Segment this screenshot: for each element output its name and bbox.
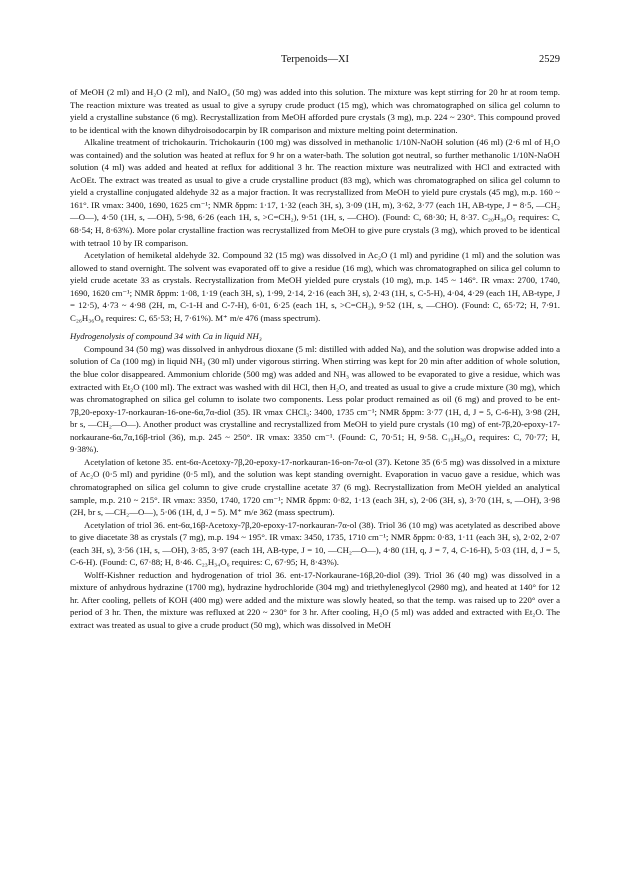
page-number: 2529 xyxy=(539,54,560,65)
paragraph-continued: of MeOH (2 ml) and H₂O (2 ml), and NaIO₄ (50 mg) was added into this solution. The mixture was kept stirring for 20 hr at room temp. The reaction mixture was treated as usual to give a syrupy crude product (15 mg), which was chromatographed on silica gel column to yield a crystalline substance (6 mg). Recrystallization from MeOH afforded pure crystals (3 mg), m.p. 224 ~ 230°. This compound proved to be identical with the known dihydroisodocarpin by IR comparison and mixture melting point determination. xyxy=(70,87,560,135)
section-heading-hydrogenolysis: Hydrogenolysis of compound 34 with Ca in liquid NH₃ xyxy=(70,331,262,342)
page-header xyxy=(70,54,560,70)
paragraph-alkaline-treatment: Alkaline treatment of trichokaurin. Trichokaurin (100 mg) was dissolved in methanolic 1/10N-NaOH solution (46 ml) (2·6 ml of H₂O was contained) and the solution was heated at reflux for 9 hr on a water-bath. The solution got neutral, so further methanolic 1/10N-NaOH solution (4 ml) was added and heated at reflux for additional 3 hr. The reaction mixture was neutralized with HCl and extracted with AcOEt. The extract was treated as usual to give a crude crystalline product (83 mg), which was chromatographed on silica gel column to yield a crystalline conjugated aldehyde 32 as a major fraction. It was recrystallized from MeOH to yield pure crystals (45 mg), m.p. 160 ~ 161°. IR νmax: 3400, 1690, 1625 cm⁻¹; NMR δppm: 1·17, 1·32 (each 3H, s), 3·09 (1H, m), 3·62, 3·77 (each 1H, AB-type, J = 8·5, —CH₂—O—), 4·50 (1H, s, —OH), 5·98, 6·26 (each 1H, s, >C=CH₂), 9·51 (1H, s, —CHO). (Found: C, 68·30; H, 8·37. C₂₀H₃₀O₅ requires: C, 68·54; H, 8·63%). More polar crystalline fraction was recrystallized from MeOH to give pure crystals (3 mg), which proved to be identical with tetraol 10 by IR comparison. xyxy=(70,137,560,248)
article-body xyxy=(70,86,560,632)
paragraph-acetylation-aldehyde: Acetylation of hemiketal aldehyde 32. Compound 32 (15 mg) was dissolved in Ac₂O (1 ml) and pyridine (1 ml) and the solution was allowed to stand overnight. The solvent was evaporated off to give a residue (16 mg), which was chromatographed on silica gel column to yield crude acetate 33 as crystals. Recrystallization from MeOH yielded pure crystals (10 mg), m.p. 145 ~ 146°. IR νmax: 2700, 1740, 1690, 1620 cm⁻¹; NMR δppm: 1·08, 1·19 (each 3H, s), 1·99, 2·14, 2·16 (each 3H, s), 2·43 (1H, s, C-5-H), 4·04, 4·29 (each 1H, AB-type, J = 12·5), 4·73 ~ 4·98 (2H, m, C-1-H and C-7-H), 6·01, 6·25 (each 1H, s, >C=CH₂), 9·52 (1H, s, —CHO). (Found: C, 65·72; H, 7·91. C₂₆H₃₆O₈ requires: C, 65·53; H, 7·61%). M⁺ m/e 476 (mass spectrum). xyxy=(70,250,560,323)
paragraph-acetylation-triol: Acetylation of triol 36. ent-6α,16β-Acetoxy-7β,20-epoxy-17-norkauran-7α-ol (38). Triol 36 (10 mg) was acetylated as described above to give diacetate 38 as crystals (7 mg), m.p. 194 ~ 195°. IR νmax: 3450, 1735, 1710 cm⁻¹; NMR δppm: 0·83, 1·11 (each 3H, s), 2·02, 2·07 (each 3H, s), 3·56 (1H, s, —OH), 3·85, 3·97 (each 1H, AB-type, J = 10, —CH₂—O—), 4·80 (1H, q, J = 7, 4, C-16-H), 5·03 (1H, d, J = 5, C-6-H). (Found: C, 67·88; H, 8·46. C₂₃H₃₄O₆ requires: C, 67·95; H, 8·43%). xyxy=(70,519,560,568)
paragraph-hydrogenolysis: Compound 34 (50 mg) was dissolved in anhydrous dioxane (5 ml: distilled with added Na), and the solution was dropwise added into a solution of Ca (100 mg) in liquid NH₃ (30 ml) under vigorous stirring. When stirring was kept for 20 min after addition of whole solution, the blue color disappeared. Ammonium chloride (500 mg) was added and NH₃ was allowed to be evaporated to give a residue, which was extracted with Et₂O (100 ml). The extract was washed with dil HCl, then H₂O, and treated as usual to give a crude mixture (30 mg), which was chromatographed on silica gel column to isolate two components. Less polar product remained as oil (6 mg) and proved to be ent-7β,20-epoxy-17-norkauran-16-one-6α,7α-diol (35). IR νmax CHCl₃: 3400, 1735 cm⁻¹; NMR δppm: 3·77 (1H, d, J = 5, C-6-H), 3·98 (2H, br s, —CH₂—O—). Another product was crystalline and recrystallized from MeOH to yield pure crystals (10 mg) of ent-7β,20-epoxy-17-norkaurane-6α,7α,16β-triol (36), m.p. 245 ~ 250°. IR νmax: 3350 cm⁻¹. (Found: C, 70·51; H, 9·58. C₁₉H₃₀O₄ requires: C, 70·77; H, 9·38%). xyxy=(70,343,560,455)
running-title: Terpenoids—XI xyxy=(280,54,350,65)
paragraph-acetylation-ketone: Acetylation of ketone 35. ent-6α-Acetoxy-7β,20-epoxy-17-norkauran-16-on-7α-ol (37). Ketone 35 (6·5 mg) was dissolved in a mixture of Ac₂O (0·5 ml) and pyridine (0·5 ml), and the solution was kept standing overnight. Evaporation in vacuo gave a residue, which was chromatographed on silica gel column to give crude crystalline acetate 37 (6 mg). Recrystallization from MeOH yielded an analytical sample, m.p. 210 ~ 215°. IR νmax: 3350, 1740, 1720 cm⁻¹; NMR δppm: 0·82, 1·13 (each 3H, s), 2·06 (3H, s), 3·70 (1H, s, —OH), 3·98 (2H, br s, —CH₂—O—), 5·06 (1H, d, J = 5). M⁺ m/e 362 (mass spectrum). xyxy=(70,456,560,518)
paragraph-wolff-kishner: Wolff-Kishner reduction and hydrogenation of triol 36. ent-17-Norkaurane-16β,20-diol (39). Triol 36 (40 mg) was dissolved in a mixture of anhydrous hydrazine (1700 mg), hydrazine hydrochloride (304 mg) and triethyleneglycol (2980 mg), and heated at 140° for 12 hr. After cooling, pellets of KOH (400 mg) were added and the mixture was slowly heated, so that the temp. was raised up to 220° over a period of 3 hr. Then, the mixture was refluxed at 220 ~ 230° for 3 hr. After cooling, H₂O (5 ml) was added and extracted with Et₂O. The extract was treated as usual to give a crude product (50 mg), which was dissolved in MeOH xyxy=(70,569,560,630)
